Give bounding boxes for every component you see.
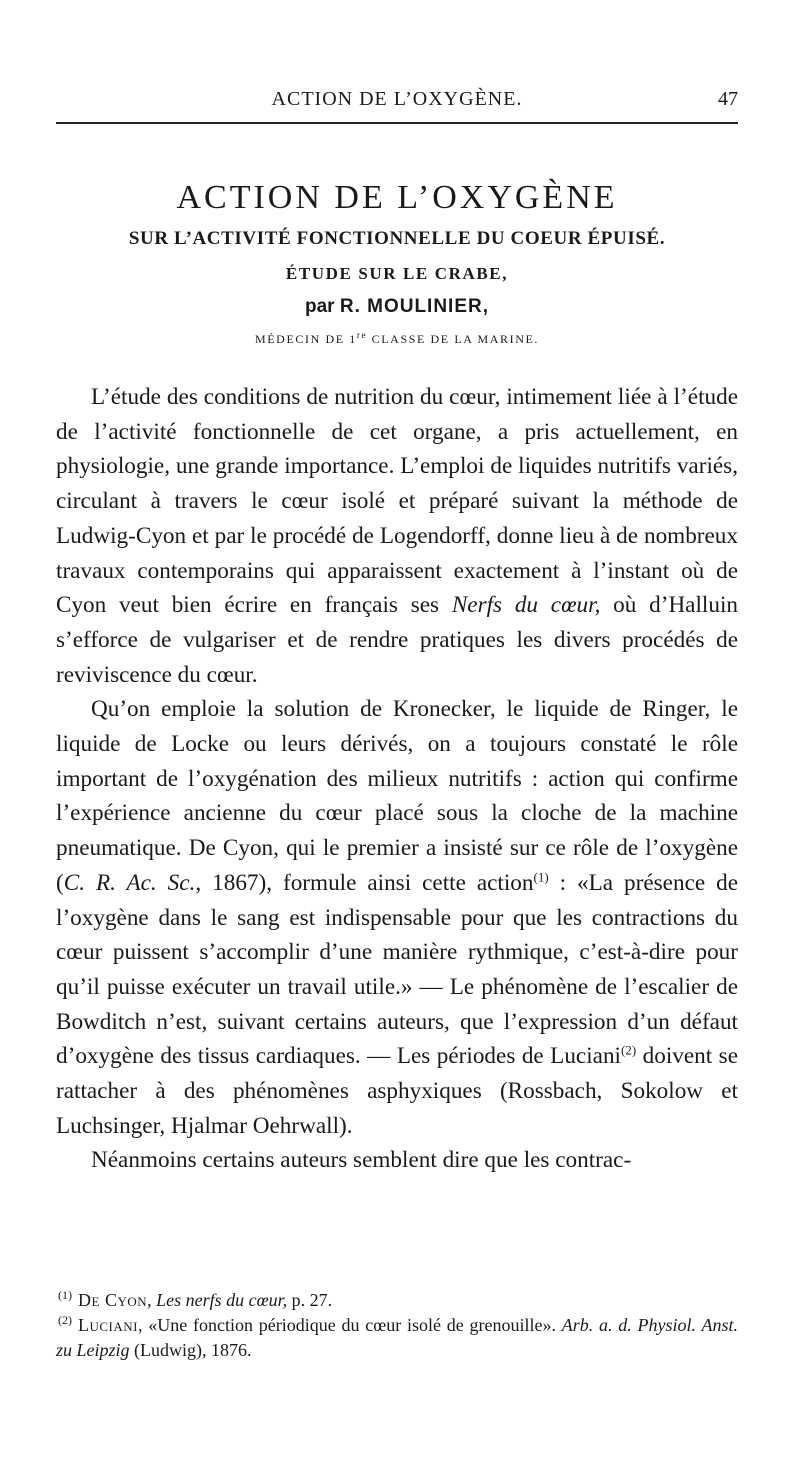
footnote-1-rest: p. 27. [287,1290,333,1310]
footnote-ref-1[interactable]: (1) [533,869,549,885]
article-title: ACTION DE L’OXYGÈNE [176,179,618,216]
paragraph-1-text-b: où d’Halluin s’efforce de vulgariser et de rendre pratiques les divers procédés de reviviscence du cœur. [56,592,738,688]
running-title: ACTION DE L’OXYGÈNE. [271,88,523,110]
footnote-2-rest: (Ludwig), 1876. [129,1340,252,1360]
paragraph-2-text-d: doivent se rattacher à des phénomènes asphyxiques (Rossbach, Sokolow et Luchsinger, Hjalmar Oehrwall). [56,1043,738,1139]
affiliation-prefix: MÉDECIN DE 1 [254,332,357,346]
footnotes [56,1288,738,1363]
footnote-2-text: , «Une fonction périodique du cœur isolé de grenouille». [138,1315,562,1335]
author-affiliation [56,326,738,348]
paragraph-1-italic: Nerfs du cœur, [451,592,601,619]
author-name: R. MOULINIER, [339,296,490,317]
paragraph-1 [56,380,738,692]
footnote-2 [56,1313,738,1363]
affiliation-suffix: CLASSE DE LA MARINE. [367,332,539,346]
paragraph-2-italic: C. R. Ac. Sc. [63,869,196,896]
paragraph-1-text-a: L’étude des conditions de nutrition du cœur, intimement liée à l’étude de l’activité fonctionnelle de cet organe, a pris actuellement, en physiologie, une grande importance. L’emploi de liquides nutritifs variés, circulant à travers le cœur isolé et préparé suivant la méthode de Ludwig-Cyon et par le procédé de Logendorff, donne lieu à de nombreux travaux contemporains qui apparaissent exactement à l’instant où de Cyon veut bien écrire en français ses [56,384,738,619]
paragraph-2-text-a: Qu’on emploie la solution de Kronecker, le liquide de Ringer, le liquide de Locke ou leurs dérivés, on a toujours constaté le rôle important de l’oxygénation des milieux nutritifs : action qui confirme l’expérience ancienne du cœur placé sous la cloche de la machine pneumatique. De Cyon, qui le premier a insisté sur ce rôle de l’oxygène ( [56,696,738,896]
footnote-1-sep: , [147,1290,157,1310]
affiliation-ordinal: re [356,330,368,340]
footnote-1-title: Les nerfs du cœur, [156,1290,288,1310]
body-text [56,380,738,1178]
paragraph-2 [56,692,738,1143]
footnote-1 [56,1288,738,1313]
title-block [56,178,738,348]
footnote-2-mark: (2) [58,1313,72,1327]
paragraph-3: Néanmoins certains auteurs semblent dire que les contrac- [91,1147,632,1174]
paragraph-2-text-b: , 1867), formule ainsi cette action [195,869,534,896]
footnote-1-mark: (1) [58,1288,72,1302]
paragraph-2-text-c: : «La présence de l’oxygène dans le sang est indispensable pour que les contractions du cœur puissent s’accomplir d’une manière rythmique, c’est-à-dire pour qu’il puisse exécuter un travail utile.» — Le phénomène de l’escalier de Bowditch n’est, suivant certains auteurs, que l’expression d’un défaut d’oxygène des tissus cardiaques. — Les périodes de Luciani [56,869,738,1070]
footnote-1-author: De Cyon [78,1290,148,1310]
footnote-2-italic: Arb. a. d. Physiol. Anst. zu Leipzig [56,1315,738,1360]
study-title: ÉTUDE SUR LE CRABE, [285,264,509,283]
byline-par: par [304,296,335,317]
page-number: 47 [718,88,738,110]
footnote-ref-2[interactable]: (2) [621,1042,637,1058]
footnote-2-author: Luciani [78,1315,138,1335]
byline [56,294,738,320]
article-subtitle: SUR L’ACTIVITÉ FONCTIONNELLE DU COEUR ÉPUISÉ. [128,228,666,249]
running-head [56,88,738,124]
